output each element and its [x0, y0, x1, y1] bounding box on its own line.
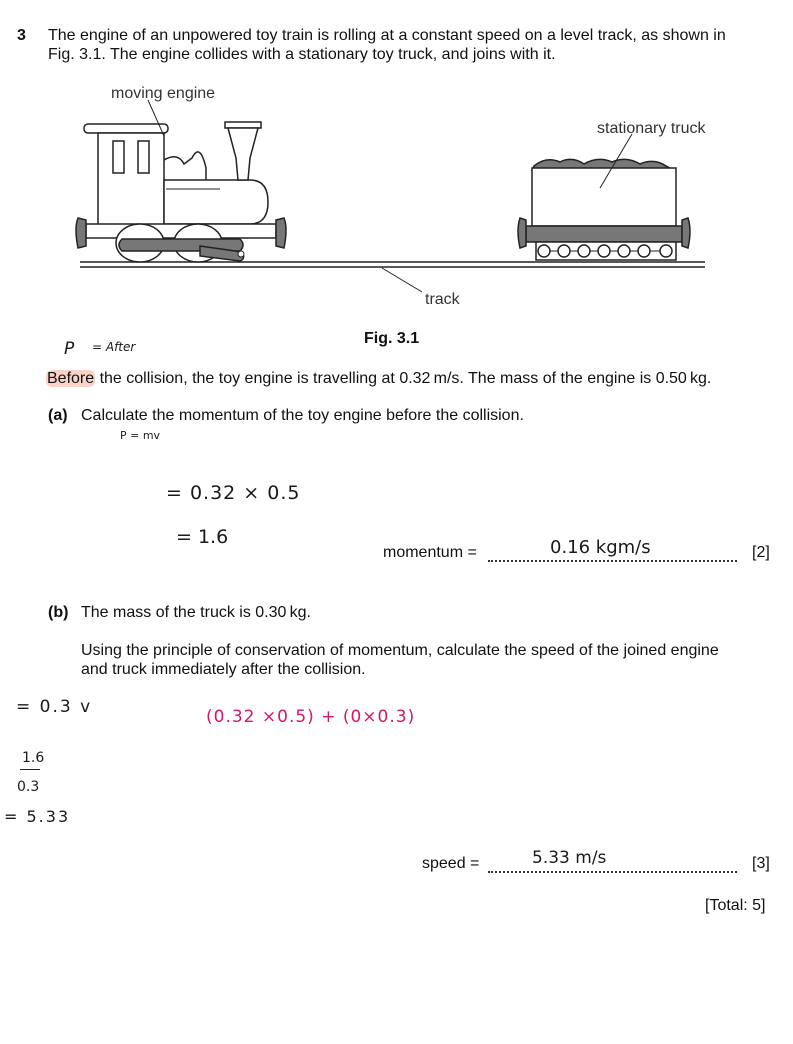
label-stationary-truck: stationary truck	[597, 120, 706, 137]
part-a-work-result: = 1.6	[176, 526, 229, 548]
part-b-label: (b)	[48, 604, 69, 621]
part-b-work-result: = 5.33	[4, 807, 71, 826]
part-b-fraction-numerator: 1.6	[22, 750, 45, 766]
highlight-before: Before	[47, 370, 95, 387]
part-b-question-line2: and truck immediately after the collision.	[81, 661, 366, 678]
speed-answer-label: speed =	[422, 855, 480, 872]
part-a-work-substitution: = 0.32 × 0.5	[166, 482, 301, 504]
part-b-truck-mass: The mass of the truck is 0.30 kg.	[81, 604, 311, 621]
stem-sentence	[46, 369, 711, 388]
speed-answer-value[interactable]: 5.33 m/s	[532, 848, 607, 868]
part-a-label: (a)	[48, 407, 68, 424]
part-b-fraction-denominator: 0.3	[17, 779, 40, 795]
part-a-work-formula: P = mv	[120, 429, 161, 442]
handwritten-p-symbol: P	[64, 339, 75, 359]
train-illustration	[60, 78, 740, 318]
stem-rest: the collision, the toy engine is travelling at 0.32 m/s. The mass of the engine is 0.50 kg.	[95, 370, 712, 387]
figure-3-1	[60, 78, 740, 318]
part-b-fraction-bar	[20, 769, 40, 770]
total-marks: [Total: 5]	[705, 897, 766, 914]
part-b-work-pink: (0.32 ×0.5) + (0×0.3)	[206, 707, 416, 727]
part-b-marks: [3]	[752, 855, 770, 872]
truck-drawing	[518, 159, 690, 260]
label-moving-engine: moving engine	[111, 85, 216, 102]
part-b-question-line1: Using the principle of conservation of momentum, calculate the speed of the joined engine	[81, 642, 719, 659]
momentum-answer-label: momentum =	[383, 544, 477, 561]
part-a-marks: [2]	[752, 544, 770, 561]
engine-drawing	[76, 122, 286, 262]
question-intro-line1: The engine of an unpowered toy train is rolling at a constant speed on a level track, as shown in	[48, 27, 726, 44]
speed-answer-line	[488, 871, 737, 873]
part-a-question: Calculate the momentum of the toy engine before the collision.	[81, 407, 524, 424]
label-track: track	[425, 291, 460, 308]
part-b-work-line1: = 0.3 v	[16, 697, 93, 717]
question-number: 3	[17, 27, 26, 44]
figure-caption: Fig. 3.1	[364, 330, 420, 347]
momentum-answer-line	[488, 560, 737, 562]
momentum-answer-value[interactable]: 0.16 kgm/s	[550, 537, 651, 558]
question-intro-line2: Fig. 3.1. The engine collides with a stationary toy truck, and joins with it.	[48, 46, 556, 63]
handwritten-after-note: = After	[92, 340, 136, 354]
